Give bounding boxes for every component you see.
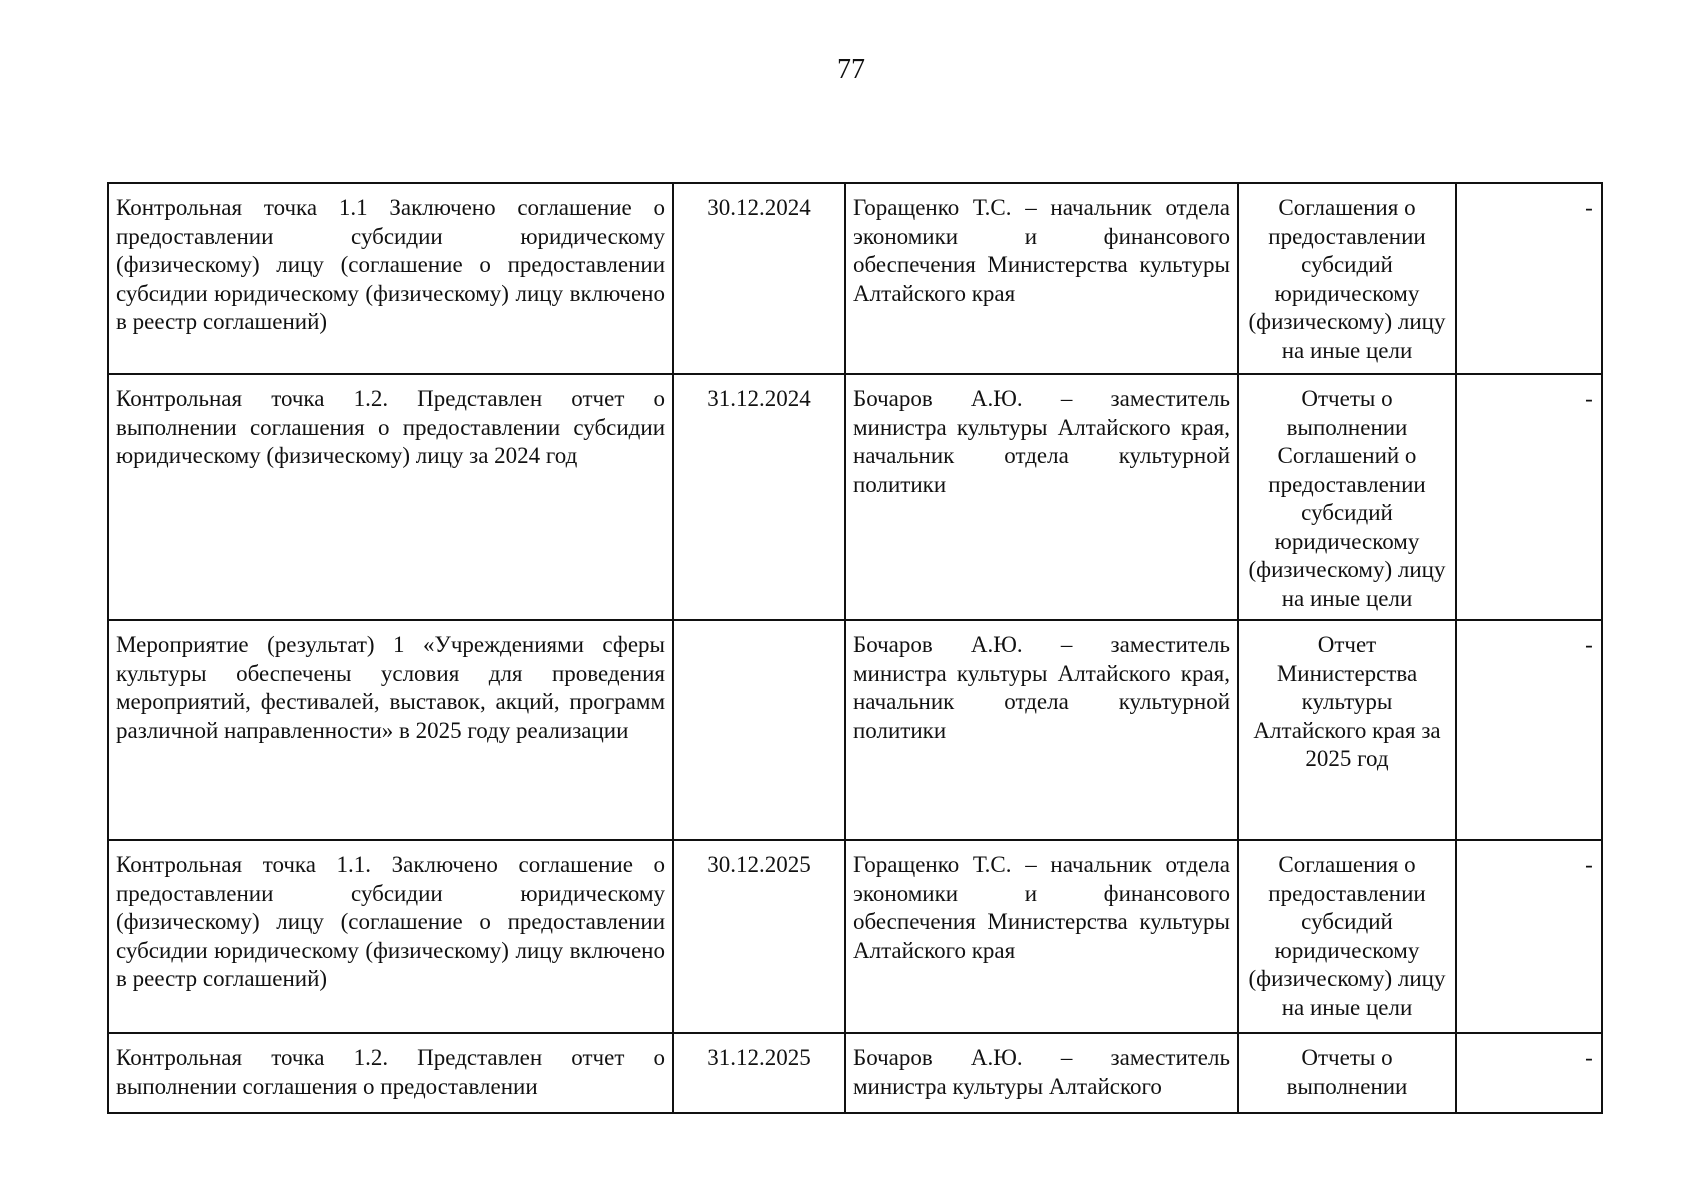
table-row xyxy=(108,840,1602,1033)
cell-document: Соглашения о предоставлении субсидий юридическому (физическому) лицу на иные цели xyxy=(1238,183,1456,374)
cell-date: 31.12.2024 xyxy=(673,374,845,620)
cell-description: Контрольная точка 1.1. Заключено соглашение о предоставлении субсидии юридическому (физическому) лицу (соглашение о предоставлении субсидии юридическому (физическому) лицу включено в реестр соглашений) xyxy=(108,840,673,1033)
cell-responsible: Горащенко Т.С. – начальник отдела экономики и финансового обеспечения Министерства культуры Алтайского края xyxy=(845,840,1238,1033)
note-text: - xyxy=(1585,386,1593,411)
control-points-table xyxy=(107,182,1603,1114)
cell-document: Отчеты о выполнении Соглашений о предоставлении субсидий юридическому (физическому) лицу на иные цели xyxy=(1238,374,1456,620)
table-row xyxy=(108,620,1602,840)
cell-responsible: Бочаров А.Ю. – заместитель министра культуры Алтайского края, начальник отдела культурной политики xyxy=(845,620,1238,840)
cell-note xyxy=(1456,183,1602,374)
cell-note xyxy=(1456,374,1602,620)
note-text: - xyxy=(1585,1045,1593,1070)
cell-date: 30.12.2024 xyxy=(673,183,845,374)
cell-date: 31.12.2025 xyxy=(673,1033,845,1113)
cell-date: 30.12.2025 xyxy=(673,840,845,1033)
cell-note xyxy=(1456,620,1602,840)
cell-date xyxy=(673,620,845,840)
cell-description: Контрольная точка 1.2. Представлен отчет о выполнении соглашения о предоставлении xyxy=(108,1033,673,1113)
table-row xyxy=(108,1033,1602,1113)
cell-responsible: Бочаров А.Ю. – заместитель министра культуры Алтайского края, начальник отдела культурной политики xyxy=(845,374,1238,620)
note-text: - xyxy=(1585,632,1593,657)
cell-responsible: Бочаров А.Ю. – заместитель министра культуры Алтайского xyxy=(845,1033,1238,1113)
note-text: - xyxy=(1585,195,1593,220)
cell-note xyxy=(1456,1033,1602,1113)
table-row xyxy=(108,183,1602,374)
cell-document: Соглашения о предоставлении субсидий юридическому (физическому) лицу на иные цели xyxy=(1238,840,1456,1033)
note-text: - xyxy=(1585,852,1593,877)
cell-document: Отчет Министерства культуры Алтайского края за 2025 год xyxy=(1238,620,1456,840)
cell-document: Отчеты о выполнении xyxy=(1238,1033,1456,1113)
table-row xyxy=(108,374,1602,620)
cell-description: Мероприятие (результат) 1 «Учреждениями сферы культуры обеспечены условия для проведения мероприятий, фестивалей, выставок, акций, программ различной направленности» в 2025 году реализации xyxy=(108,620,673,840)
cell-description: Контрольная точка 1.2. Представлен отчет о выполнении соглашения о предоставлении субсидии юридическому (физическому) лицу за 2024 год xyxy=(108,374,673,620)
page-number: 77 xyxy=(837,54,865,85)
cell-responsible: Горащенко Т.С. – начальник отдела экономики и финансового обеспечения Министерства культуры Алтайского края xyxy=(845,183,1238,374)
cell-description: Контрольная точка 1.1 Заключено соглашение о предоставлении субсидии юридическому (физическому) лицу (соглашение о предоставлении субсидии юридическому (физическому) лицу включено в реестр соглашений) xyxy=(108,183,673,374)
cell-note xyxy=(1456,840,1602,1033)
